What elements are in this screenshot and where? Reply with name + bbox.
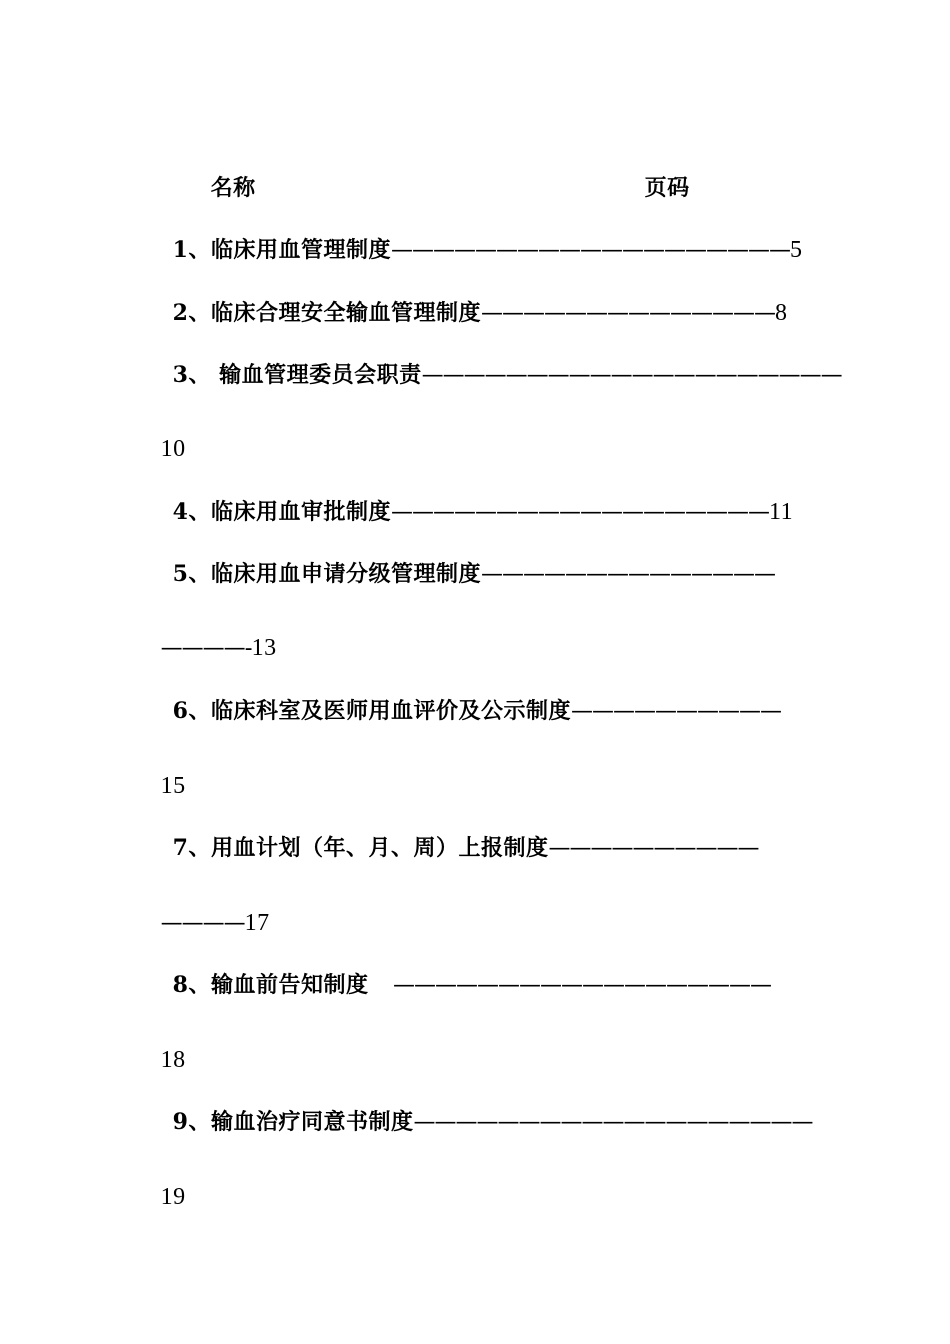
toc-leader: —————————— — [570, 699, 781, 724]
toc-entry-8 — [140, 940, 771, 1031]
toc-entry-9 — [140, 1077, 812, 1168]
page-label: 页码 — [644, 175, 690, 201]
toc-entry-title: 3、 输血管理委员会职责 — [172, 362, 422, 388]
toc-entry-title: 6、临床科室及医师用血评价及公示制度 — [172, 698, 571, 724]
toc-leader: —————————————— — [480, 301, 775, 326]
toc-entry-9-page — [128, 1152, 186, 1242]
toc-leader: —————————————— — [480, 562, 775, 587]
toc-page-number: 8 — [774, 300, 788, 326]
toc-page-number: 19 — [160, 1184, 186, 1210]
toc-leader: ————- — [160, 636, 252, 661]
toc-entry-6 — [140, 666, 781, 757]
toc-entry-title: 4、临床用血审批制度 — [172, 499, 391, 525]
toc-leader: ——————————————————— — [390, 238, 790, 263]
toc-page-number: 18 — [160, 1047, 186, 1073]
toc-page-number: 10 — [160, 436, 186, 462]
toc-leader: ———————————————————— — [421, 363, 842, 388]
toc-entry-title: 5、临床用血申请分级管理制度 — [172, 561, 481, 587]
toc-leader: —————————— — [548, 836, 759, 861]
toc-leader: —————————————————— — [390, 500, 769, 525]
toc-entry-title: 9、输血治疗同意书制度 — [172, 1109, 414, 1135]
toc-page-number: 13 — [251, 635, 277, 661]
toc-entry-title: 1、临床用血管理制度 — [172, 237, 391, 263]
toc-leader: —————————————————— — [392, 973, 771, 998]
toc-entry-title: 8、输血前告知制度 — [172, 972, 369, 998]
toc-entry-title: 2、临床合理安全输血管理制度 — [172, 300, 481, 326]
name-label: 名称 — [210, 175, 256, 201]
toc-page-number: 11 — [768, 499, 794, 525]
toc-spacer — [368, 972, 392, 998]
toc-page-number: 5 — [789, 237, 803, 263]
toc-entry-3 — [140, 330, 842, 421]
toc-page-number: 15 — [160, 773, 186, 799]
toc-entry-title: 7、用血计划（年、月、周）上报制度 — [172, 835, 549, 861]
toc-leader: ———— — [160, 911, 245, 936]
toc-leader: ——————————————————— — [413, 1110, 813, 1135]
toc-page-number: 17 — [244, 910, 270, 936]
